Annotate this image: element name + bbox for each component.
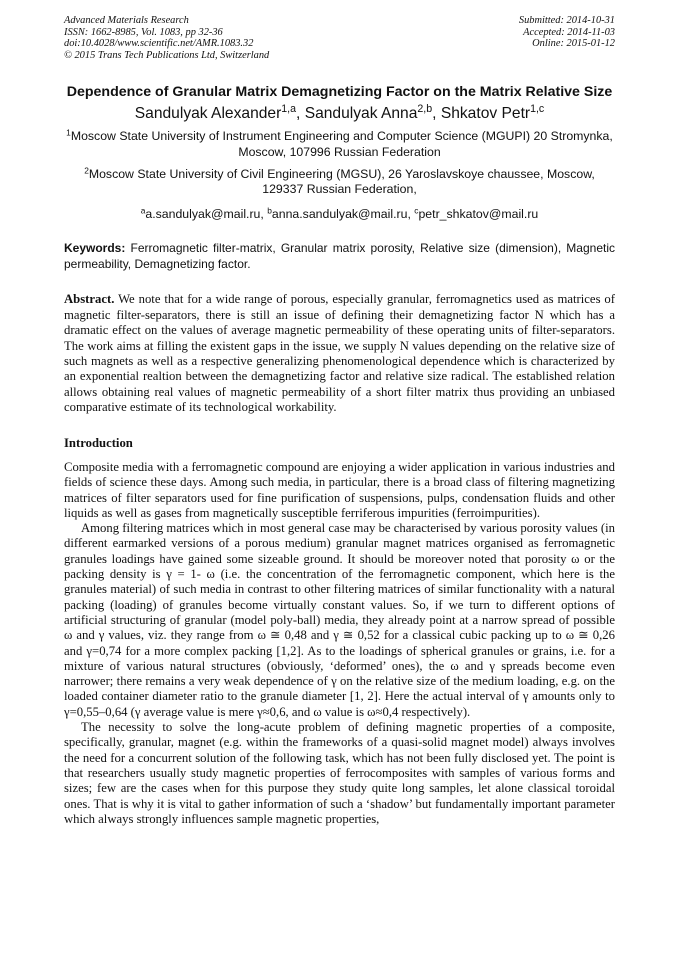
journal-name: Advanced Materials Research — [64, 15, 189, 26]
online-date: Online: 2015-01-12 — [532, 38, 615, 50]
affiliation-mark: 1 — [66, 127, 71, 138]
affiliation-mark: 2 — [84, 164, 89, 175]
author-name: Shkatov Petr — [440, 105, 531, 123]
email-separator: , — [407, 206, 415, 221]
email-mark: c — [414, 205, 419, 216]
abstract-text: We note that for a wide range of porous, especially granular, ferromagnetics used as matrices of magnetic filter-separators, there is still an issue of defining their demagnetizing factor N which has a dramatic effect on the values of average magnetic permeability of these operating units of filter-separators. The work aims at filling the existent gaps in the issue, we supply N values depending on the relative size of such magnets as well as a respective generalizing phenomenological dependence which is characterized by an exponential realtion between the demagnetizing factor and relative size radical. The established relation allows obtaining real values of magnetic permeability of a short filter matrix thus providing an unbiased comparative estimate of its technological workability. — [64, 292, 615, 415]
email-mark: b — [267, 205, 272, 216]
author-affiliation-mark: 2,b — [417, 103, 433, 116]
accepted-date: Accepted: 2014-11-03 — [523, 26, 615, 38]
paper-title: Dependence of Granular Matrix Demagnetizing Factor on the Matrix Relative Size — [66, 84, 613, 101]
email-link[interactable]: a.sandulyak@mail.ru — [145, 206, 261, 221]
body-paragraph: Composite media with a ferromagnetic compound are enjoying a wider application in various industries and fields of science these days. Among such media, in particular, there is a broad class of filtering magnetizing matrices of filter separators used for fine purification of suspensions, pulps, condensation fluids and other liquids as well as gases from magnetically susceptible ferriferous impurities (ferroimpurities). — [64, 460, 615, 520]
author-affiliation-mark: 1,a — [281, 103, 297, 116]
affiliation — [64, 129, 615, 160]
journal-info — [64, 15, 269, 61]
paper-page — [64, 15, 615, 827]
email-link[interactable]: petr_shkatov@mail.ru — [418, 206, 539, 221]
keywords-section — [64, 241, 615, 272]
affiliation-text: Moscow State University of Civil Engineering (MGSU), 26 Yaroslavskoye chaussee, Moscow, 129337 Russian Federation, — [88, 166, 595, 197]
email-separator: , — [260, 206, 268, 221]
email-link[interactable]: anna.sandulyak@mail.ru — [271, 206, 408, 221]
author-affiliation-mark: 1,c — [530, 103, 545, 116]
abstract-section — [64, 292, 615, 415]
body-paragraph: Among filtering matrices which in most general case may be characterised by various porosity values (in different earmarked versions of a porous medium) granular magnet matrices organised as ferromagnetic granules loadings have gained some sizeable ground. It should be moreover noted that porosity ω or the packing density is γ = 1- ω (i.e. the concentration of the ferromagnetic component, which here is the granules material) of such media in contrast to other filtering matrices of similar functionality with a natural packing (loading) of granules become virtually constant values. So, if we turn to different options of artificial structuring of granular (model poly-ball) media, they already point at a narrow spread of possible ω and γ values, viz. they range from ω ≅ 0,48 and γ ≅ 0,52 for a classical cubic packing up to ω ≅ 0,26 and γ=0,74 for a more complex packing [1,2]. As to the loadings of spherical granules or grains, i.e. for a mixture of various natural structures (obviously, ‘deformed’ ones), the ω and γ spreads become even narrower; there remains a very weak dependence of γ on the relative size of the medium loading, e.g. on the loaded container diameter ratio to the granule diameter [1, 2]. Here the actual interval of γ amounts only to γ=0,55–0,64 (γ average value is mere γ≈0,6, and ω value is ω≈0,4 respectively). — [64, 521, 615, 719]
email-mark: a — [140, 205, 146, 216]
keywords-label: Keywords: — [64, 241, 126, 256]
journal-issn: ISSN: 1662-8985, Vol. 1083, pp 32-36 — [64, 26, 223, 38]
author-name: Sandulyak Alexander — [134, 105, 282, 123]
author-name: Sandulyak Anna — [304, 105, 418, 123]
body-paragraph: The necessity to solve the long-acute problem of defining magnetic properties of a composite, specifically, granular, magnet (e.g. within the frameworks of a quasi-solid magnet model) always involves the need for a concurrent solution of the following task, which has not been fully disclosed yet. The point is that researchers usually study magnetic properties of ferrocomposites with samples of various forms and sizes; few are the cases when for this purpose they study quite long samples, let alone classical toroidal ones. That is why it is vital to gather information of such a ‘shadow’ but fundamentally important parameter which always strongly influences sample magnetic properties, — [64, 720, 615, 826]
abstract-label: Abstract. — [64, 292, 115, 307]
affiliation-text: Moscow State University of Instrument Engineering and Computer Science (MGUPI) 20 Stromynka, Moscow, 107996 Russian Federation — [70, 129, 613, 159]
journal-doi: doi:10.4028/www.scientific.net/AMR.1083.32 — [64, 38, 254, 50]
affiliation — [64, 164, 615, 198]
journal-copyright: © 2015 Trans Tech Publications Ltd, Switzerland — [64, 49, 270, 61]
submitted-date: Submitted: 2014-10-31 — [518, 15, 615, 26]
journal-header — [64, 15, 615, 61]
introduction-heading: Introduction — [64, 435, 133, 450]
author-list — [64, 104, 615, 123]
keywords-text: Ferromagnetic filter-matrix, Granular matrix porosity, Relative size (dimension), Magnetic permeability, Demagnetizing factor. — [64, 241, 615, 271]
introduction-body — [64, 460, 615, 827]
publication-dates — [519, 15, 615, 61]
author-separator: , — [432, 105, 441, 123]
author-separator: , — [296, 105, 305, 123]
author-emails — [64, 207, 615, 223]
